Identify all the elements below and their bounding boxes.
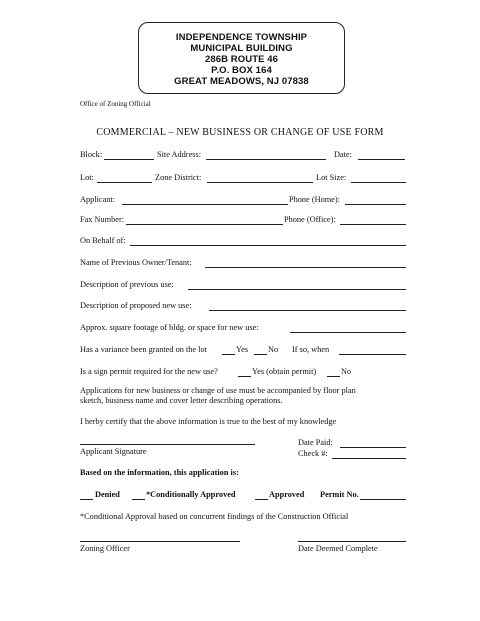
- on-behalf-of-field[interactable]: [130, 245, 406, 246]
- previous-use-label: Description of previous use:: [80, 280, 174, 289]
- header-line-route: 286B ROUTE 46: [204, 54, 279, 65]
- date-paid-field[interactable]: [340, 447, 406, 448]
- fax-number-label: Fax Number:: [80, 215, 125, 224]
- sign-no-label: No: [341, 367, 352, 376]
- applicant-signature-line[interactable]: [80, 444, 255, 445]
- block-label: Block:: [80, 150, 103, 159]
- variance-no-label: No: [268, 345, 279, 354]
- zone-district-field[interactable]: [207, 182, 313, 183]
- site-address-label: Site Address:: [157, 150, 202, 159]
- lot-size-label: Lot Size:: [316, 173, 347, 182]
- header-line-township: INDEPENDENCE TOWNSHIP: [175, 32, 308, 43]
- header-line-city: GREAT MEADOWS, NJ 07838: [174, 76, 309, 87]
- date-field[interactable]: [358, 159, 405, 160]
- variance-yes-label: Yes: [236, 345, 249, 354]
- lot-field[interactable]: [97, 182, 152, 183]
- township-header-box: [138, 22, 345, 94]
- based-on-statement: Based on the information, this application is:: [80, 468, 239, 477]
- approved-box[interactable]: [255, 499, 268, 500]
- site-address-field[interactable]: [206, 159, 326, 160]
- zoning-officer-signature-line[interactable]: [80, 541, 240, 542]
- check-number-field[interactable]: [332, 458, 406, 459]
- sign-permit-question: Is a sign permit required for the new use?: [80, 367, 218, 376]
- applicant-label: Applicant:: [80, 195, 116, 204]
- header-line-building: MUNICIPAL BUILDING: [190, 43, 293, 54]
- variance-question: Has a variance been granted on the lot: [80, 345, 207, 354]
- denied-box[interactable]: [80, 499, 93, 500]
- date-deemed-complete-line[interactable]: [298, 541, 406, 542]
- on-behalf-of-label: On Behalf of:: [80, 236, 126, 245]
- requirements-note-line1: Applications for new business or change of use must be accompanied by floor plan: [80, 386, 356, 395]
- applicant-field[interactable]: [122, 204, 288, 205]
- conditional-approval-note: *Conditional Approval based on concurrent findings of the Construction Official: [80, 512, 349, 521]
- previous-use-field[interactable]: [188, 289, 406, 290]
- conditional-label: *Conditionally Approved: [146, 490, 236, 499]
- date-paid-label: Date Paid:: [298, 438, 333, 447]
- phone-office-label: Phone (Office):: [284, 215, 336, 224]
- phone-home-field[interactable]: [345, 204, 406, 205]
- proposed-use-field[interactable]: [209, 310, 406, 311]
- office-label: Office of Zoning Official: [80, 100, 151, 108]
- variance-yes-box[interactable]: [222, 354, 235, 355]
- date-deemed-complete-label: Date Deemed Complete: [298, 544, 378, 553]
- date-label: Date:: [334, 150, 352, 159]
- requirements-note-line2: sketch, business name and cover letter describing operations.: [80, 396, 283, 405]
- certification-statement: I herby certify that the above information is true to the best of my knowledge: [80, 417, 337, 426]
- permit-number-label: Permit No.: [320, 490, 359, 499]
- phone-office-field[interactable]: [340, 224, 406, 225]
- variance-no-box[interactable]: [254, 354, 267, 355]
- previous-owner-field[interactable]: [205, 267, 406, 268]
- fax-number-field[interactable]: [126, 224, 283, 225]
- sign-no-box[interactable]: [327, 376, 340, 377]
- square-footage-label: Approx. square footage of bldg. or space for new use:: [80, 323, 259, 332]
- sign-yes-box[interactable]: [238, 376, 251, 377]
- denied-label: Denied: [95, 490, 120, 499]
- form-title: COMMERCIAL – NEW BUSINESS OR CHANGE OF USE FORM: [96, 127, 384, 138]
- lot-size-field[interactable]: [351, 182, 406, 183]
- lot-label: Lot:: [80, 173, 94, 182]
- square-footage-field[interactable]: [290, 332, 406, 333]
- proposed-use-label: Description of proposed new use:: [80, 301, 192, 310]
- variance-when-field[interactable]: [339, 354, 406, 355]
- sign-yes-label: Yes (obtain permit): [252, 367, 317, 376]
- zoning-officer-label: Zoning Officer: [80, 544, 130, 553]
- applicant-signature-label: Applicant Signature: [80, 447, 147, 456]
- header-line-pobox: P.O. BOX 164: [211, 65, 272, 76]
- check-number-label: Check #:: [298, 449, 328, 458]
- approved-label: Approved: [269, 490, 305, 499]
- zone-district-label: Zone District:: [155, 173, 202, 182]
- conditional-box[interactable]: [132, 499, 145, 500]
- previous-owner-label: Name of Previous Owner/Tenant:: [80, 258, 192, 267]
- phone-home-label: Phone (Home):: [289, 195, 340, 204]
- block-field[interactable]: [104, 159, 154, 160]
- variance-when-label: If so, when: [292, 345, 330, 354]
- permit-number-field[interactable]: [360, 499, 406, 500]
